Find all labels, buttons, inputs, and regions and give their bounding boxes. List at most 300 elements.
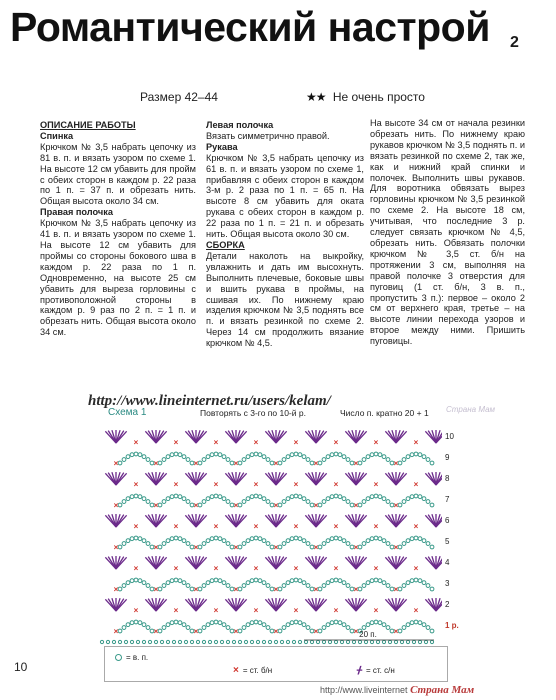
chain-stitch (358, 503, 362, 507)
chain-stitch (222, 497, 226, 501)
chain-stitch (414, 452, 418, 456)
chain-stitch (278, 545, 282, 549)
foundation-chain (346, 640, 349, 643)
chain-stitch (422, 539, 426, 543)
chain-stitch (138, 579, 142, 583)
chain-stitch (238, 503, 242, 507)
chart-repeat-note: Повторять с 3-го по 10-й р. (200, 408, 306, 418)
legend-chain-label: = в. п. (126, 653, 149, 662)
foundation-chain (424, 640, 427, 643)
chain-stitch (130, 621, 134, 625)
chain-stitch (210, 579, 214, 583)
chain-stitch (162, 458, 166, 462)
sc-stitch: × (393, 585, 399, 594)
chain-stitch (238, 545, 242, 549)
section-heading-description: ОПИСАНИЕ РАБОТЫ (40, 120, 136, 130)
chain-stitch (118, 503, 122, 507)
chain-stitch (182, 539, 186, 543)
chain-stitch (294, 620, 298, 624)
sc-stitch: × (193, 543, 199, 552)
chain-stitch (146, 542, 150, 546)
chain-stitch (178, 621, 182, 625)
chain-stitch (242, 626, 246, 630)
chain-stitch (346, 626, 350, 630)
chain-stitch (326, 623, 330, 627)
chain-stitch (278, 629, 282, 633)
chain-stitch (202, 500, 206, 504)
chain-stitch (410, 453, 414, 457)
chain-stitch (198, 461, 202, 465)
chain-stitch (278, 461, 282, 465)
chain-stitch (402, 500, 406, 504)
chain-stitch (298, 495, 302, 499)
chain-stitch (226, 500, 230, 504)
chain-stitch (242, 542, 246, 546)
sleeve-instructions: Крючком № 3,5 набрать цепочку из 61 в. п. и вязать узором по схеме 1, прибавляя с обеих сторон в каждом 3-м р. 2 раза по 1 п. = 65 п. На высоте 8 см убавить для оката рукава с обеих сторон в каждом р. 22 раза по 1 п. = 21 п. и обрезать нить. Общая высота около 30 см. (206, 152, 364, 240)
chain-stitch (214, 536, 218, 540)
foundation-chain (310, 640, 313, 643)
chain-stitch (378, 453, 382, 457)
foundation-chain (370, 640, 373, 643)
chain-stitch (142, 539, 146, 543)
chain-stitch (170, 537, 174, 541)
sc-stitch: × (113, 585, 119, 594)
chain-stitch (170, 495, 174, 499)
chain-stitch (178, 579, 182, 583)
chain-stitch (198, 503, 202, 507)
foundation-chain (106, 640, 109, 643)
chain-stitch (178, 453, 182, 457)
chain-stitch (418, 495, 422, 499)
chain-stitch (286, 581, 290, 585)
legend-dc (357, 665, 395, 676)
chain-stitch (358, 461, 362, 465)
chain-stitch (430, 545, 434, 549)
chain-stitch (174, 578, 178, 582)
chain-stitch (238, 461, 242, 465)
foundation-chain (118, 640, 121, 643)
chain-stitch (238, 587, 242, 591)
sc-stitch: × (153, 627, 159, 636)
sc-stitch: × (413, 438, 419, 447)
chain-stitch (206, 497, 210, 501)
chain-stitch (258, 453, 262, 457)
chain-stitch (286, 539, 290, 543)
chain-stitch (174, 620, 178, 624)
chain-stitch (198, 545, 202, 549)
foundation-chain (388, 640, 391, 643)
chain-stitch (282, 500, 286, 504)
foundation-chain (268, 640, 271, 643)
chain-stitch (290, 579, 294, 583)
chain-stitch (122, 542, 126, 546)
sc-stitch: × (213, 606, 219, 615)
chain-stitch (410, 495, 414, 499)
chain-stitch (370, 537, 374, 541)
foundation-chain (256, 640, 259, 643)
chain-stitch (182, 455, 186, 459)
chain-stitch (206, 539, 210, 543)
chain-stitch (334, 620, 338, 624)
sc-stitch: × (353, 585, 359, 594)
column-1 (40, 120, 196, 338)
sc-stitch: × (353, 627, 359, 636)
chain-stitch (290, 453, 294, 457)
chain-stitch (206, 581, 210, 585)
chain-stitch (430, 587, 434, 591)
title-part-number: 2 (510, 34, 519, 51)
chain-stitch (426, 542, 430, 546)
chain-stitch (118, 545, 122, 549)
chain-stitch (342, 581, 346, 585)
chain-stitch (358, 545, 362, 549)
chain-stitch (326, 581, 330, 585)
chain-stitch (346, 500, 350, 504)
chain-stitch (414, 536, 418, 540)
chain-stitch (422, 497, 426, 501)
foundation-chain (430, 640, 433, 643)
sc-stitch: × (413, 480, 419, 489)
sc-stitch: × (333, 606, 339, 615)
legend-sc-label: = ст. б/н (242, 666, 273, 675)
chain-stitch (330, 537, 334, 541)
chain-stitch (282, 584, 286, 588)
chain-stitch (182, 623, 186, 627)
foundation-chain (280, 640, 283, 643)
chain-stitch (122, 626, 126, 630)
sc-stitch: × (393, 501, 399, 510)
chain-stitch (174, 494, 178, 498)
chain-stitch (342, 539, 346, 543)
chain-stitch (294, 494, 298, 498)
chain-stitch (210, 621, 214, 625)
chain-stitch (366, 497, 370, 501)
sc-stitch: × (153, 585, 159, 594)
sc-stitch: × (213, 480, 219, 489)
chain-stitch (386, 626, 390, 630)
chain-stitch (186, 584, 190, 588)
foundation-chain (352, 640, 355, 643)
foundation-chain (202, 640, 205, 643)
chain-stitch (422, 623, 426, 627)
sc-stitch: × (313, 585, 319, 594)
chain-stitch (118, 629, 122, 633)
chain-stitch (318, 461, 322, 465)
chain-stitch (302, 455, 306, 459)
sc-stitch: × (173, 522, 179, 531)
chain-stitch (134, 452, 138, 456)
chain-stitch (282, 626, 286, 630)
chain-stitch (186, 542, 190, 546)
foundation-chain (376, 640, 379, 643)
row-label: 2 (445, 600, 450, 609)
assembly-instructions: Детали наколоть на выкройку, увлажнить и дать им высохнуть. Выполнить плечевые, боковые швы и вшить рукава в проймы, на сшивая их. По нижнему краю изделия крючком № 3,5 поднять все п. и вязать резинкой по схеме 2. Через 14 см продолжить вязание крючком № 4,5. (206, 250, 364, 349)
sc-stitch: × (193, 459, 199, 468)
chain-stitch (378, 495, 382, 499)
chain-stitch (218, 453, 222, 457)
chain-stitch (402, 584, 406, 588)
chain-stitch (338, 495, 342, 499)
sc-stitch: × (393, 459, 399, 468)
chain-stitch (250, 537, 254, 541)
foundation-chain (232, 640, 235, 643)
chain-stitch (342, 623, 346, 627)
chain-stitch (134, 620, 138, 624)
sc-stitch: × (233, 459, 239, 468)
chain-stitch (362, 584, 366, 588)
chain-stitch (370, 621, 374, 625)
chain-stitch (218, 579, 222, 583)
chain-stitch (382, 455, 386, 459)
chain-stitch (402, 542, 406, 546)
chain-stitch (366, 623, 370, 627)
chain-stitch (330, 495, 334, 499)
chain-stitch (254, 620, 258, 624)
chain-stitch (302, 539, 306, 543)
chain-stitch (134, 578, 138, 582)
chain-stitch (122, 584, 126, 588)
chain-stitch (126, 539, 130, 543)
chain-stitch (266, 458, 270, 462)
chain-stitch (386, 584, 390, 588)
sc-stitch: × (153, 501, 159, 510)
chain-stitch (178, 537, 182, 541)
chain-stitch (158, 587, 162, 591)
chain-stitch (258, 495, 262, 499)
chain-stitch (266, 584, 270, 588)
chain-stitch (250, 453, 254, 457)
sc-stitch: × (313, 459, 319, 468)
chain-stitch (430, 503, 434, 507)
chain-stitch (286, 455, 290, 459)
foundation-chain (262, 640, 265, 643)
chain-stitch (254, 536, 258, 540)
chain-stitch (286, 623, 290, 627)
chain-stitch (398, 587, 402, 591)
chart-legend (104, 646, 448, 682)
page-title: Романтический настрой (10, 4, 490, 50)
chain-stitch (362, 542, 366, 546)
chain-stitch (162, 626, 166, 630)
chain-stitch (254, 452, 258, 456)
chain-stitch (322, 500, 326, 504)
chain-stitch (402, 458, 406, 462)
sc-stitch: × (233, 627, 239, 636)
chain-stitch (130, 453, 134, 457)
chain-stitch (366, 581, 370, 585)
chain-stitch (218, 495, 222, 499)
row-label: 5 (445, 537, 450, 546)
chain-stitch (162, 542, 166, 546)
chain-stitch (146, 458, 150, 462)
chain-stitch (242, 584, 246, 588)
chain-stitch (142, 455, 146, 459)
crochet-chart (96, 420, 442, 646)
chain-stitch (162, 584, 166, 588)
sc-stitch: × (393, 543, 399, 552)
foundation-chain (394, 640, 397, 643)
chain-stitch (374, 578, 378, 582)
foundation-chain (226, 640, 229, 643)
sc-stitch: × (213, 522, 219, 531)
row-label: 10 (445, 432, 454, 441)
chain-stitch (330, 579, 334, 583)
foundation-chain (244, 640, 247, 643)
sc-stitch: × (333, 564, 339, 573)
chain-stitch (374, 536, 378, 540)
size-label: Размер 42–44 (140, 90, 218, 104)
foundation-chain (412, 640, 415, 643)
sc-stitch: × (333, 522, 339, 531)
chain-stitch (210, 453, 214, 457)
sc-stitch: × (293, 606, 299, 615)
chain-stitch (398, 503, 402, 507)
sc-stitch: × (353, 543, 359, 552)
chain-stitch (398, 545, 402, 549)
chain-stitch (334, 578, 338, 582)
chain-stitch (286, 497, 290, 501)
foundation-chain (400, 640, 403, 643)
chain-stitch (246, 581, 250, 585)
chain-stitch (426, 626, 430, 630)
chain-stitch (138, 453, 142, 457)
chain-stitch (338, 621, 342, 625)
chain-stitch (262, 581, 266, 585)
sc-stitch: × (393, 627, 399, 636)
chain-stitch (370, 579, 374, 583)
sc-stitch: × (253, 606, 259, 615)
chain-stitch (138, 621, 142, 625)
chain-stitch (366, 455, 370, 459)
difficulty-label (306, 90, 425, 104)
chain-stitch (306, 458, 310, 462)
chain-stitch (386, 500, 390, 504)
row-label: 7 (445, 495, 450, 504)
foundation-chain (166, 640, 169, 643)
sc-stitch: × (193, 627, 199, 636)
chain-stitch (326, 497, 330, 501)
foundation-chain (220, 640, 223, 643)
foundation-chain (274, 640, 277, 643)
foundation-chain (250, 640, 253, 643)
watermark-url: http://www.liveinternet (320, 685, 408, 695)
back-instructions: Крючком № 3,5 набрать цепочку из 81 в. п. и вязать узором по схеме 1. На высоте 12 см убавить для пройм с обеих сторон в каждом р. 22 раза по 1 п. = 37 п. и обрезать нить. Общая высота около 34 см. (40, 141, 196, 207)
chain-stitch (362, 500, 366, 504)
foundation-chain (142, 640, 145, 643)
chain-stitch (266, 542, 270, 546)
chain-stitch (214, 620, 218, 624)
chain-stitch (166, 539, 170, 543)
chain-stitch (330, 621, 334, 625)
chain-stitch (334, 494, 338, 498)
sc-stitch: × (253, 564, 259, 573)
finishing-instructions: На высоте 34 см от начала резинки обрезать нить. По нижнему краю рукавов крючком № 3,5 поднять п. и вязать резинкой по схеме 2, так же, как и нижний край спинки и полочек. Выполнить швы рукавов. Для воротника обвязать вырез горловины крючком № 3,5 резинкой по схеме 2. На высоте 18 см, учитывая, что последние 3 р. следует связать крючком № 4,5, обрезать нить. Обвязать полочки крючком № 3,5 ст. б/н на протяжении 3 см, выполняя на правой полочке 3 отверстия для пуговиц (1 ст. б/н, 3 в. п., пропустить 3 п.): первое – около 2 см от верхнего края, третье – на высоте линии перехода узоров и второе между ними. Пришить пуговицы. (370, 118, 525, 347)
section-heading-right-front: Правая полочка (40, 207, 113, 218)
sc-stitch: × (313, 543, 319, 552)
sc-stitch: × (273, 627, 279, 636)
chain-stitch (406, 581, 410, 585)
chain-stitch (254, 578, 258, 582)
sc-stitch: × (113, 501, 119, 510)
chain-stitch (214, 494, 218, 498)
foundation-chain (358, 640, 361, 643)
chain-stitch (418, 621, 422, 625)
chain-stitch (406, 497, 410, 501)
sc-stitch: × (133, 522, 139, 531)
chain-stitch (302, 581, 306, 585)
chain-stitch (214, 578, 218, 582)
chain-stitch (178, 495, 182, 499)
chain-stitch (174, 536, 178, 540)
legend-chain (115, 653, 148, 662)
chain-stitch (182, 581, 186, 585)
sc-stitch: × (373, 438, 379, 447)
right-front-instructions: Крючком № 3,5 набрать цепочку из 41 в. п. и вязать узором по схеме 1. На высоте 12 см убавить для проймы со стороны бокового шва в каждом р. 22 раза по 1 п. Одновременно, на высоте 25 см убавить для выреза горловины с противоположной стороны в каждом р. 9 раз по 2 п. = 1 п. и обрезать нить. Общая высота около 34 см. (40, 218, 196, 338)
site-watermark (320, 684, 474, 696)
sc-stitch: × (133, 564, 139, 573)
chain-stitch (158, 629, 162, 633)
chain-stitch (162, 500, 166, 504)
chain-stitch (426, 458, 430, 462)
chain-stitch (346, 542, 350, 546)
sc-stitch: × (173, 480, 179, 489)
chain-stitch (290, 537, 294, 541)
chain-stitch (262, 455, 266, 459)
chain-stitch (318, 503, 322, 507)
chain-stitch (218, 537, 222, 541)
chain-stitch (210, 495, 214, 499)
sc-stitch: × (133, 480, 139, 489)
chain-stitch (246, 539, 250, 543)
chain-stitch (186, 500, 190, 504)
chain-stitch (282, 458, 286, 462)
sc-stitch: × (313, 501, 319, 510)
chain-stitch (242, 458, 246, 462)
chain-stitch (262, 539, 266, 543)
chain-stitch (346, 458, 350, 462)
chain-stitch (250, 621, 254, 625)
chain-stitch (258, 621, 262, 625)
chain-stitch (414, 620, 418, 624)
sc-stitch: × (233, 543, 239, 552)
sc-stitch: × (333, 438, 339, 447)
chain-stitch (282, 542, 286, 546)
sc-stitch: × (373, 564, 379, 573)
single-crochet-icon: × (233, 665, 239, 676)
foundation-chain (148, 640, 151, 643)
row-label: 1 р. (445, 621, 459, 630)
sc-stitch: × (413, 606, 419, 615)
chain-stitch (250, 495, 254, 499)
foundation-chain (100, 640, 103, 643)
chain-stitch (306, 500, 310, 504)
chain-stitch (206, 623, 210, 627)
chain-stitch (398, 629, 402, 633)
chain-stitch (382, 497, 386, 501)
sc-stitch: × (373, 480, 379, 489)
chain-stitch (134, 536, 138, 540)
chain-stitch (182, 497, 186, 501)
sc-stitch: × (373, 522, 379, 531)
chain-stitch (246, 455, 250, 459)
chain-stitch (258, 579, 262, 583)
chain-stitch (374, 452, 378, 456)
sc-stitch: × (113, 627, 119, 636)
chain-stitch (218, 621, 222, 625)
chain-stitch (166, 581, 170, 585)
chain-stitch (294, 536, 298, 540)
chain-stitch (214, 452, 218, 456)
